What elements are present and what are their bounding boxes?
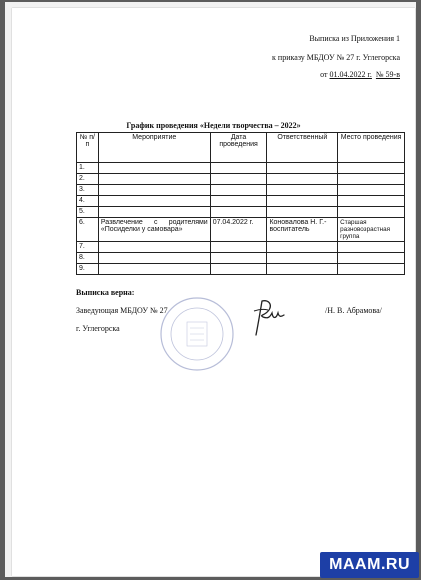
row-number: 3. (77, 185, 99, 196)
city-label: г. Углегорска (76, 324, 120, 333)
row-number: 4. (77, 196, 99, 207)
event-cell (98, 174, 210, 185)
event-cell (98, 264, 210, 275)
place-cell (338, 264, 405, 275)
row-number: 5. (77, 207, 99, 218)
document-title: График проведения «Недели творчества – 2022» (126, 121, 301, 130)
header-line-3 (320, 70, 400, 79)
responsible-cell (267, 196, 338, 207)
verified-label: Выписка верна: (76, 288, 135, 297)
column-header-responsible: Ответственный (267, 133, 338, 163)
date-cell (210, 264, 267, 275)
responsible-cell (267, 207, 338, 218)
date-cell (210, 174, 267, 185)
row-number: 8. (77, 253, 99, 264)
date-cell (210, 253, 267, 264)
place-cell (338, 185, 405, 196)
maam-watermark-logo[interactable]: MAAM.RU (320, 552, 419, 578)
signatory-name: /Н. В. Абрамова/ (325, 306, 382, 315)
row-number: 2. (77, 174, 99, 185)
column-header-date: Дата проведения (210, 133, 267, 163)
row-number: 1. (77, 163, 99, 174)
header-line-2: к приказу МБДОУ № 27 г. Углегорска (272, 53, 400, 62)
place-cell (338, 174, 405, 185)
order-number: № 59-в (375, 70, 400, 79)
date-cell (210, 185, 267, 196)
place-cell (338, 242, 405, 253)
responsible-cell (267, 174, 338, 185)
event-cell: Развлечение с родителями «Посиделки у самовара» (98, 218, 210, 242)
table-header-row (77, 133, 405, 163)
place-cell: Старшая разновозрастная группа (338, 218, 405, 242)
header-line-1: Выписка из Приложения 1 (309, 34, 400, 43)
event-cell (98, 196, 210, 207)
row-number: 9. (77, 264, 99, 275)
table-row (77, 185, 405, 196)
date-cell (210, 207, 267, 218)
header-date-prefix: от (320, 70, 330, 79)
responsible-cell (267, 253, 338, 264)
event-cell (98, 207, 210, 218)
responsible-cell: Коновалова Н. Г.- воспитатель (267, 218, 338, 242)
table-row (77, 207, 405, 218)
column-header-event: Мероприятие (98, 133, 210, 163)
event-cell (98, 242, 210, 253)
date-cell (210, 196, 267, 207)
table-row (77, 196, 405, 207)
place-cell (338, 163, 405, 174)
table-row (77, 242, 405, 253)
responsible-cell (267, 242, 338, 253)
order-date: 01.04.2022 г. (329, 70, 372, 79)
signatory-position: Заведующая МБДОУ № 27 (76, 306, 168, 315)
row-number: 7. (77, 242, 99, 253)
stamp-icon (157, 294, 237, 374)
scan-frame (5, 2, 416, 577)
responsible-cell (267, 163, 338, 174)
date-cell (210, 163, 267, 174)
table-row (77, 264, 405, 275)
place-cell (338, 207, 405, 218)
date-cell: 07.04.2022 г. (210, 218, 267, 242)
table-row (77, 174, 405, 185)
place-cell (338, 253, 405, 264)
table-row (77, 253, 405, 264)
schedule-table (76, 132, 405, 275)
place-cell (338, 196, 405, 207)
table-row (77, 218, 405, 242)
column-header-place: Место проведения (338, 133, 405, 163)
row-number: 6. (77, 218, 99, 242)
event-cell (98, 253, 210, 264)
column-header-number: № п/п (77, 133, 99, 163)
event-cell (98, 185, 210, 196)
responsible-cell (267, 264, 338, 275)
table-row (77, 163, 405, 174)
date-cell (210, 242, 267, 253)
responsible-cell (267, 185, 338, 196)
signature-icon (248, 295, 288, 339)
event-cell (98, 163, 210, 174)
document-page (12, 8, 415, 576)
